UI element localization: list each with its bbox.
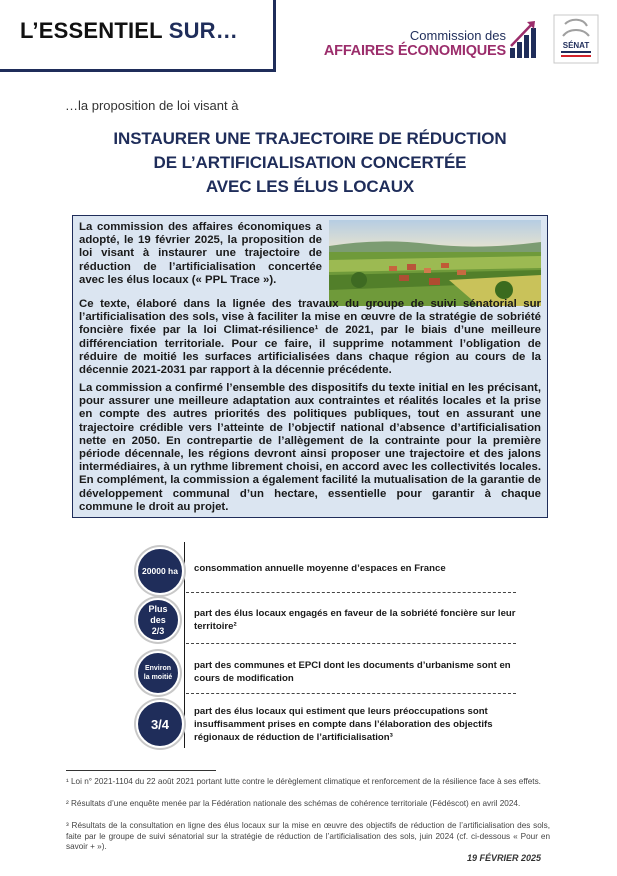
- summary-paragraph-1: La commission des affaires économiques a adopté, le 19 février 2025, la proposition de loi visant à instaurer une trajectoire de réduction de l’artificialisation concertée avec les élus locaux (« PPL Trace »).: [79, 221, 322, 286]
- stat-separator: [186, 643, 516, 644]
- publication-date: 19 FÉVRIER 2025: [467, 853, 542, 863]
- title-line-2: DE L’ARTIFICIALISATION CONCERTÉE: [153, 153, 467, 172]
- stats-divider: [184, 542, 185, 748]
- stat-badge-1: 20000 ha: [136, 547, 184, 595]
- footnote-2: ² Résultats d’une enquête menée par la Fédération nationale des schémas de cohérence territoriale (Fédéscot) en avril 2024.: [66, 799, 521, 808]
- stat-badge-3: Environ la moitié: [136, 651, 180, 695]
- intro-line: …la proposition de loi visant à: [65, 98, 239, 113]
- commission-name: [316, 28, 506, 60]
- stat-label-1: consommation annuelle moyenne d’espaces en France: [194, 563, 446, 574]
- rising-stairs-icon: [508, 18, 538, 60]
- header-banner: [0, 0, 276, 72]
- landscape-photo: [329, 220, 541, 306]
- summary-paragraph-2: Ce texte, élaboré dans la lignée des travaux du groupe de suivi sénatorial sur l’artificialisation des sols, vise à faciliter la mise en œuvre de la stratégie de sobriété foncière fixée par la loi Climat-résilience¹ de 2021, par le biais d’une meilleure différenciation territoriale. Pour ce faire, il supprime notamment l’obligation de réduire de moitié les surfaces artificialisées dans chaque région au cours de la décennie 2021-2031 par rapport à la décennie précédente.: [79, 298, 541, 377]
- footnote-rule: [66, 770, 216, 771]
- title-line-3: AVEC LES ÉLUS LOCAUX: [205, 177, 415, 196]
- footnote-1: ¹ Loi n° 2021-1104 du 22 août 2021 portant lutte contre le dérèglement climatique et renforcement de la résilience face à ses effets.: [66, 777, 541, 786]
- stat-separator: [186, 693, 516, 694]
- banner-title: L’ESSENTIEL SUR…: [20, 18, 238, 43]
- stat-label-2: part des élus locaux engagés en faveur de la sobriété foncière sur leur territoire²: [194, 608, 516, 632]
- footnote-3: ³ Résultats de la consultation en ligne des élus locaux sur la mise en œuvre des objectifs de réduction de l’artificialisation des sols, faite par le groupe de suivi sénatorial sur la stratégie de réduction de l’artificialisation des sols, juin 2024 (cf. ci-dessous « Pour en savoir + »).: [66, 821, 550, 852]
- stat-label-3: part des communes et EPCI dont les documents d’urbanisme sont en cours de modification: [194, 660, 511, 684]
- summary-paragraph-3: La commission a confirmé l’ensemble des dispositifs du texte initial en les précisant, pour assurer une meilleure adaptation aux contraintes et réalités locales et la prise en compte des autres priorités des politiques publiques, tout en assurant une trajectoire crédible vers l’atteinte de l’objectif national d’absence d’artificialisation nette en 2050. En contrepartie de l’allègement de la contrainte pour la première période décennale, les régions devront ainsi proposer une trajectoire et des jalons intermédiaires, à un rythme librement choisi, en accord avec les collectivités locales. En complément, la commission a également facilité la mutualisation de la garantie de développement communal d’un hectare, essentielle pour garantir à chaque commune le droit au projet.: [79, 382, 541, 513]
- senat-logo: [553, 14, 599, 64]
- stat-separator: [186, 592, 516, 593]
- page-title: [60, 127, 560, 199]
- stat-label-4: part des élus locaux qui estiment que leurs préoccupations sont insuffisamment prises en compte dans l’élaboration des objectifs régionaux de réduction de l’artificialisation³: [194, 706, 493, 743]
- commission-line2: AFFAIRES ÉCONOMIQUES: [323, 43, 506, 59]
- title-line-1: INSTAURER UNE TRAJECTOIRE DE RÉDUCTION: [113, 129, 507, 148]
- stat-badge-2: Plus des 2/3: [136, 598, 180, 642]
- senat-wordmark: SÉNAT: [562, 41, 590, 50]
- stat-badge-4: 3/4: [136, 700, 184, 748]
- commission-line1: Commission des: [409, 28, 506, 43]
